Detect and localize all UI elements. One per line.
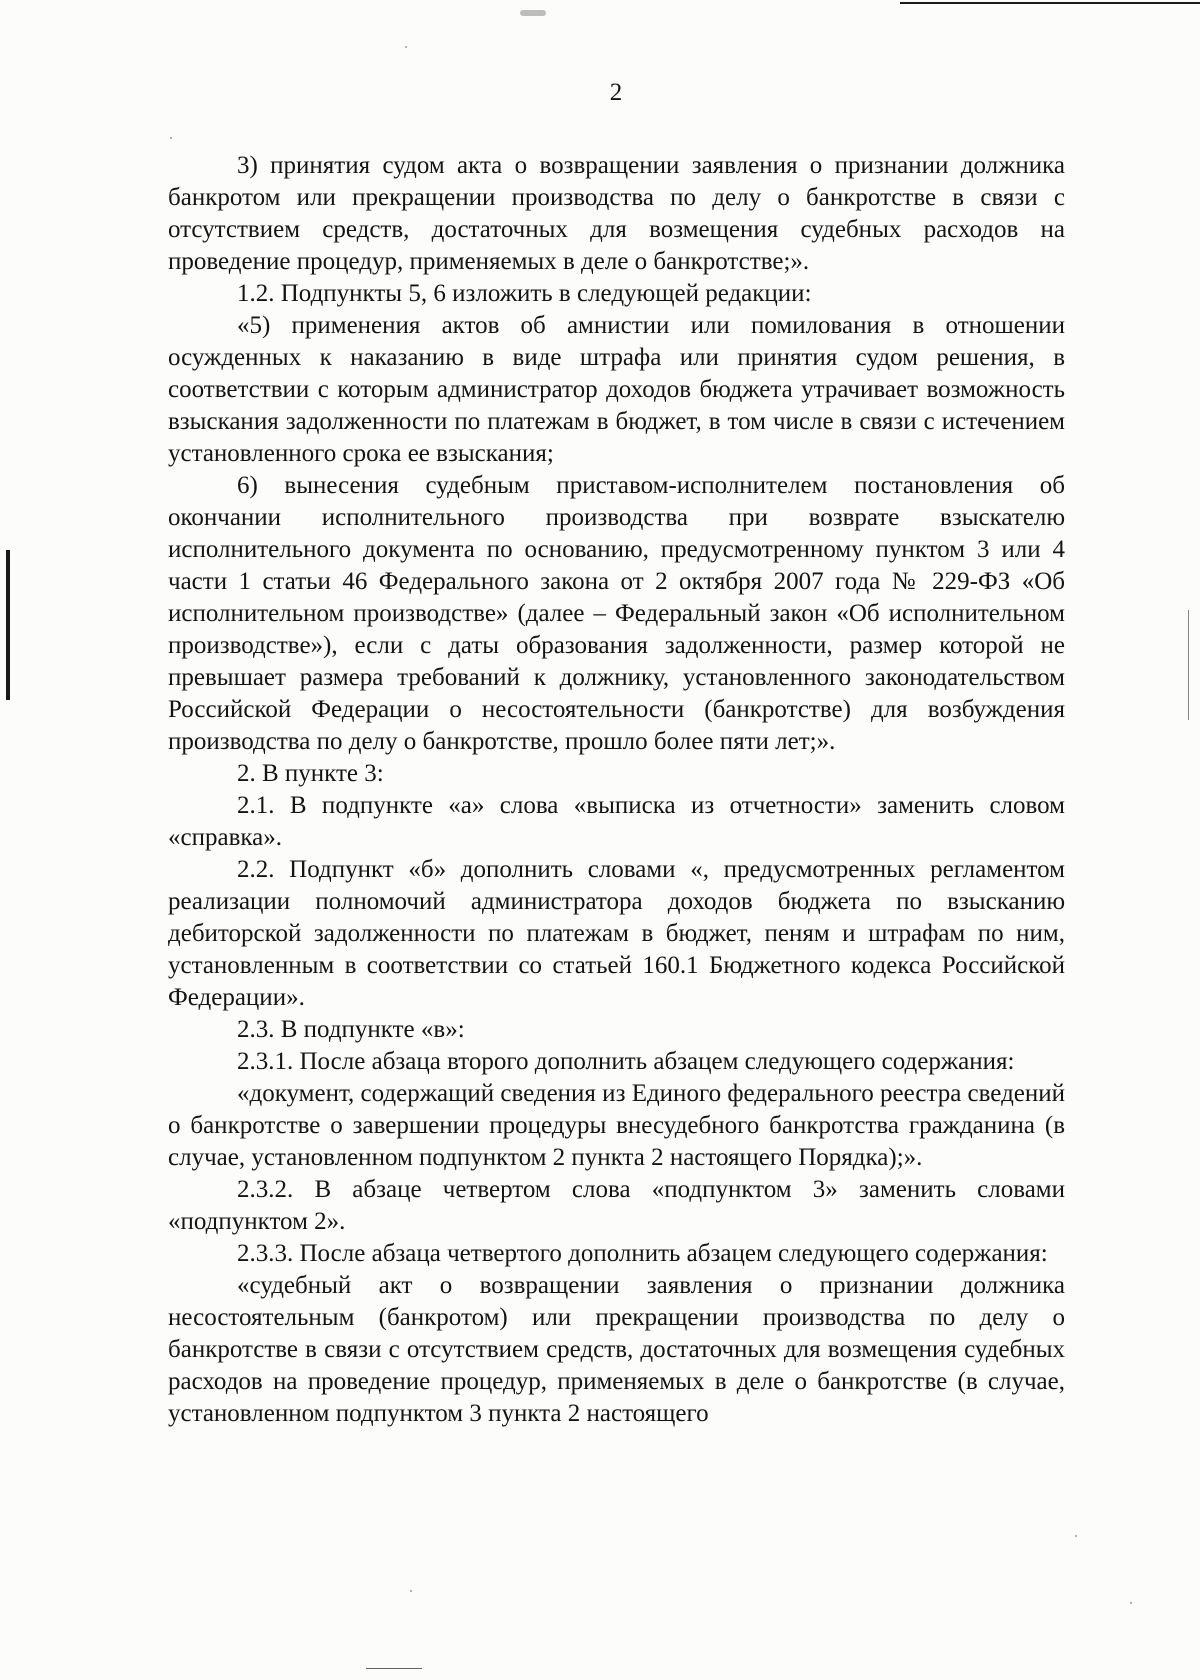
scan-speck (1075, 1535, 1077, 1537)
document-body (168, 150, 1065, 1430)
paragraph: 6) вынесения судебным приставом-исполнителем постановления об окончании исполнительного производства при возврате взыскателю исполнительного документа по основанию, предусмотренному пунктом 3 или 4 части 1 статьи 46 Федерального закона от 2 октября 2007 года № 229-ФЗ «Об исполнительном производстве» (далее – Федеральный закон «Об исполнительном производстве»), если с даты образования задолженности, размер которой не превышает размера требований к должнику, установленного законодательством Российской Федерации о несостоятельности (банкротстве) для возбуждения производства по делу о банкротстве, прошло более пяти лет;». (168, 472, 1065, 755)
paragraph: 2.1. В подпункте «а» слова «выписка из отчетности» заменить словом «справка». (168, 792, 1065, 851)
paragraph: «документ, содержащий сведения из Единого федерального реестра сведений о банкротстве о завершении процедуры внесудебного банкротства гражданина (в случае, установленном подпунктом 2 пункта 2 настоящего Порядка);». (168, 1080, 1066, 1171)
scan-edge-line-top (900, 2, 1200, 4)
paragraph: 2.3.1. После абзаца второго дополнить абзацем следующего содержания: (237, 1048, 1015, 1075)
scan-speck (170, 137, 172, 139)
paragraph: 1.2. Подпункты 5, 6 изложить в следующей редакции: (237, 280, 812, 307)
paragraph: 2.2. Подпункт «б» дополнить словами «, предусмотренных регламентом реализации полномочий администратора доходов бюджета по взысканию дебиторской задолженности по платежам в бюджет, пеням и штрафам по ним, установленным в соответствии со статьей 160.1 Бюджетного кодекса Российской Федерации». (168, 856, 1065, 1011)
scan-speck (1130, 1602, 1132, 1604)
paragraph: 2. В пункте 3: (237, 760, 384, 787)
scan-speck (410, 1590, 412, 1592)
scan-speck (520, 10, 546, 16)
paragraph: 2.3.3. После абзаца четвертого дополнить абзацем следующего содержания: (237, 1240, 1048, 1267)
paragraph: 3) принятия судом акта о возвращении заявления о признании должника банкротом или прекращении производства по делу о банкротстве в связи с отсутствием средств, достаточных для возмещения судебных расходов на проведение процедур, применяемых в деле о банкротстве;». (168, 152, 1065, 275)
paragraph: 2.3. В подпункте «в»: (237, 1016, 465, 1043)
paragraph: 2.3.2. В абзаце четвертом слова «подпунктом 3» заменить словами «подпунктом 2». (168, 1176, 1065, 1235)
paragraph: «судебный акт о возвращении заявления о признании должника несостоятельным (банкротом) или прекращении производства по делу о банкротстве в связи с отсутствием средств, достаточных для возмещения судебных расходов на проведение процедур, применяемых в деле о банкротстве (в случае, установленном подпунктом 3 пункта 2 настоящего (168, 1272, 1065, 1427)
scan-edge-mark-left (6, 550, 10, 700)
scan-edge-line-right (1188, 610, 1189, 720)
scan-speck (405, 46, 407, 48)
paragraph: «5) применения актов об амнистии или помилования в отношении осужденных к наказанию в виде штрафа или принятия судом решения, в соответствии с которым администратор доходов бюджета утрачивает возможность взыскания задолженности по платежам в бюджет, в том числе в связи с истечением установленного срока ее взыскания; (168, 312, 1065, 467)
page-number: 2 (609, 79, 623, 106)
scan-edge-line-bottom (366, 1668, 422, 1669)
